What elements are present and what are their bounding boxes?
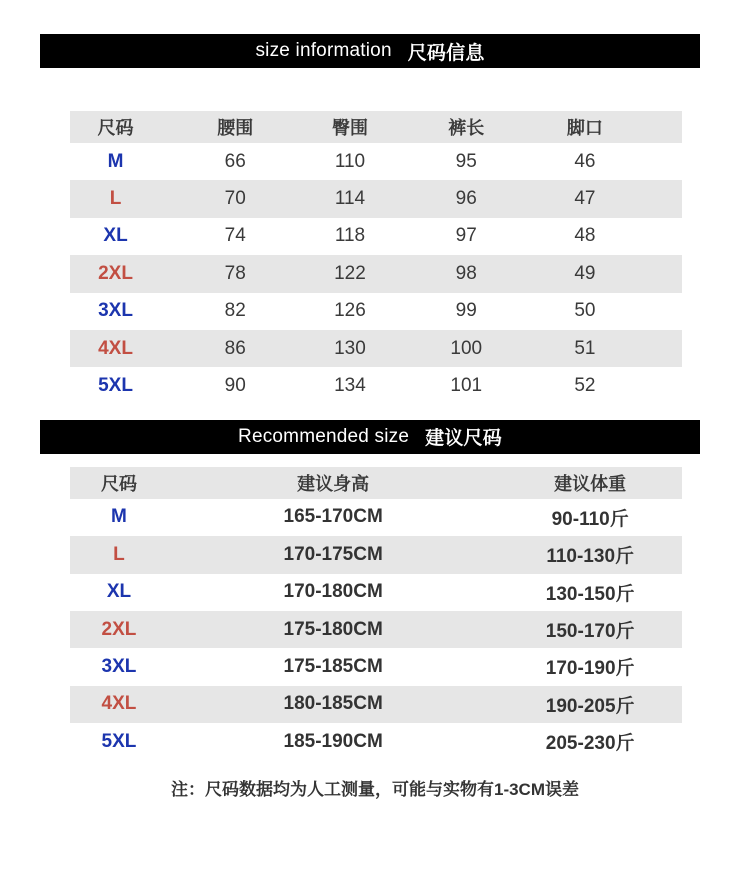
size-table-row [70,367,682,404]
suggested-height-value: 180-185CM [283,693,383,715]
pants-length-value: 95 [455,150,477,172]
hip-value: 130 [334,337,366,359]
suggested-height-value: 175-185CM [283,655,383,677]
header-suggested-weight: 建议体重 [554,473,627,494]
header-leg-opening: 脚口 [566,118,603,138]
suggested-height-value: 170-175CM [283,543,383,565]
recommend-table-row [70,574,682,611]
pants-length-value: 97 [455,225,477,247]
size-table-row [70,218,682,255]
leg-opening-value: 46 [574,150,596,172]
suggested-weight-value: 205-230斤 [545,733,635,755]
banner-title-zh: 尺码信息 [407,42,485,64]
recommend-table-row [70,723,682,760]
recommended-size-table [70,467,682,761]
size-measurement-table [70,111,682,405]
size-label: 5XL [98,375,133,397]
hip-value: 110 [334,150,366,172]
banner-title-zh: 建议尺码 [425,428,502,450]
header-pants-length: 裤长 [448,118,485,138]
header-size: 尺码 [97,118,134,138]
leg-opening-value: 49 [574,262,596,284]
header-size: 尺码 [100,473,137,494]
recommend-table-body [70,499,682,761]
size-label: L [113,543,125,565]
header-suggested-height: 建议身高 [297,473,370,494]
suggested-weight-value: 130-150斤 [545,583,635,605]
size-label: 3XL [101,655,137,677]
waist-value: 66 [224,150,246,172]
leg-opening-value: 48 [574,225,596,247]
leg-opening-value: 50 [574,300,596,322]
suggested-weight-value: 90-110斤 [551,508,629,530]
pants-length-value: 100 [450,337,483,359]
size-label: XL [106,581,132,603]
size-label: XL [103,225,128,247]
size-table-row [70,330,682,367]
suggested-height-value: 170-180CM [283,581,383,603]
measurement-disclaimer-note: 注：尺码数据均为人工测量，可能与实物有1-3CM误差 [170,780,579,800]
waist-value: 82 [224,300,246,322]
banner-title-en: size information [255,40,392,61]
waist-value: 70 [224,188,246,210]
leg-opening-value: 47 [574,188,596,210]
size-label: M [107,150,124,172]
suggested-weight-value: 190-205斤 [545,695,635,717]
hip-value: 118 [334,225,366,247]
leg-opening-value: 51 [574,337,596,359]
leg-opening-value: 52 [574,375,596,397]
header-hip: 臀围 [331,118,368,138]
pants-length-value: 101 [450,375,483,397]
hip-value: 122 [334,262,366,284]
hip-value: 126 [334,300,366,322]
recommend-table-header-row [70,467,682,499]
suggested-weight-value: 170-190斤 [545,658,635,680]
suggested-height-value: 165-170CM [283,506,383,528]
pants-length-value: 96 [455,188,477,210]
recommend-table-row [70,648,682,685]
size-information-banner [40,34,700,68]
hip-value: 114 [334,188,366,210]
size-table-row [70,293,682,330]
suggested-weight-value: 110-130斤 [546,546,635,568]
size-label: 2XL [101,618,137,640]
size-label: 3XL [98,300,133,322]
waist-value: 90 [224,375,246,397]
size-table-header-row [70,111,682,143]
recommend-table-row [70,686,682,723]
recommend-table-row [70,536,682,573]
pants-length-value: 99 [455,300,477,322]
recommend-table-row [70,499,682,536]
size-table-row [70,255,682,292]
banner-title-en: Recommended size [238,425,410,447]
size-label: M [111,506,127,528]
recommend-table-row [70,611,682,648]
header-waist: 腰围 [217,118,254,138]
size-label: 4XL [98,337,133,359]
size-label: 4XL [101,693,137,715]
size-label: 2XL [98,262,133,284]
waist-value: 74 [224,225,246,247]
size-label: L [109,188,122,210]
size-table-body [70,143,682,405]
suggested-weight-value: 150-170斤 [545,621,635,643]
hip-value: 134 [334,375,366,397]
size-label: 5XL [101,730,137,752]
suggested-height-value: 175-180CM [283,618,383,640]
size-table-row [70,143,682,180]
recommended-size-banner [40,420,700,454]
waist-value: 86 [224,337,246,359]
size-table-row [70,180,682,217]
pants-length-value: 98 [455,262,477,284]
suggested-height-value: 185-190CM [283,730,383,752]
waist-value: 78 [224,262,246,284]
